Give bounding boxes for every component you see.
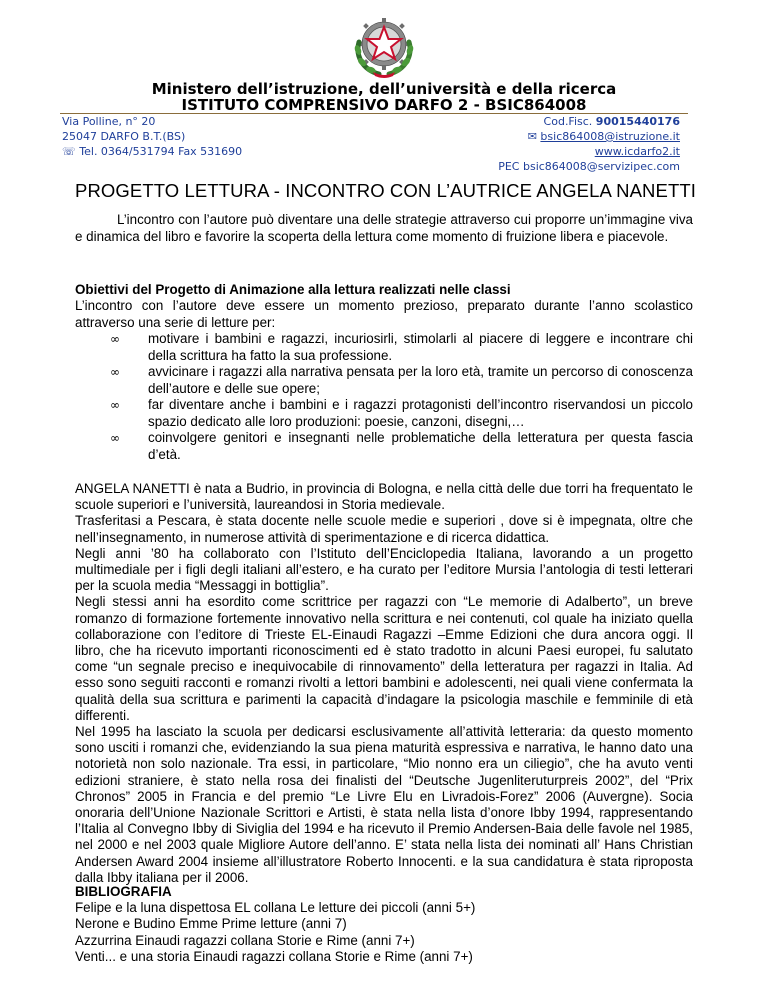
bullet-icon: ∞ (110, 332, 120, 346)
objectives-heading: Obiettivi del Progetto di Animazione alla lettura realizzati nelle classi (75, 282, 511, 297)
page-title: PROGETTO LETTURA - INCONTRO CON L’AUTRICE ANGELA NANETTI (75, 180, 696, 201)
italian-republic-emblem-icon (349, 12, 419, 78)
bullet-icon: ∞ (110, 365, 120, 379)
phone-icon: ☏ (62, 145, 76, 158)
list-item: Felipe e la luna dispettosa EL collana Le letture dei piccoli (anni 5+) (75, 900, 476, 916)
school-address-block (62, 114, 242, 159)
list-item: ∞ motivare i bambini e ragazzi, incuriosirli, stimolarli al piacere di leggere e incontrare chi della scrittura ha fatto la sua professione. (110, 331, 693, 363)
fiscal-code-line (498, 114, 680, 129)
school-name: ISTITUTO COMPRENSIVO DARFO 2 - BSIC864008 (181, 96, 587, 114)
pec-address: PEC bsic864008@servizipec.com (498, 160, 680, 173)
address-line-2: 25047 DARFO B.T.(BS) (62, 130, 186, 143)
bio-paragraph: ANGELA NANETTI è nata a Budrio, in provincia di Bologna, e nella città delle due torri ha frequentato le scuole superiori e l’università, laureandosi in Storia medievale. (75, 481, 693, 513)
fiscal-code-label: Cod.Fisc. (543, 115, 596, 128)
bibliography-heading: BIBLIOGRAFIA (75, 884, 172, 899)
ministry-name: Ministero dell’istruzione, dell’università e della ricerca (151, 80, 617, 98)
email-link[interactable]: bsic864008@istruzione.it (540, 130, 680, 143)
objectives-list (110, 331, 693, 463)
bio-paragraph: Nel 1995 ha lasciato la scuola per dedicarsi esclusivamente all’attività letteraria: da questo momento sono usciti i romanzi che, evidenziando la sua piena maturità espressiva e narrativa, le hanno dato una notorietà non solo nazionale. Tra essi, in particolare, “Mio nonno era un ciliegio”, che ha avuto venti edizioni straniere, è stato nella rosa dei finalisti del “Deutsche Jugenliteruturpreis 2002”, del “Prix Chronos” 2005 in Francia e del premio “Le Livre Elu en Livradois-Forez” 2006 (Auvergne). Socia onoraria dell’Unione Nazionale Scrittori e Artisti, è stata nella lista d’onore Ibby 1994, rappresentando l’Italia al Convegno Ibby di Siviglia del 1994 e ha ricevuto il Premio Andersen-Baia delle favole nel 1985, nel 2000 e nel 2003 quale Migliore Autore dell’anno. E’ stata nella lista dei nominati all’ Hans Christian Andersen Award 2004 insieme all’illustratore Roberto Innocenti. e la sua candidatura è stata riproposta dalla Ibby italiana per il 2006. (75, 724, 693, 885)
bibliography-section (75, 884, 693, 965)
bullet-icon: ∞ (110, 431, 120, 445)
bio-paragraph: Negli anni ’80 ha collaborato con l’Istituto dell’Enciclopedia Italiana, lavorando a un progetto multimediale per i figli degli italiani all’estero, e ha curato per l’editore Mursia l’antologia di testi letterari per la scuola media “Messaggi in bottiglia”. (75, 545, 693, 594)
website-link[interactable]: www.icdarfo2.it (594, 145, 680, 158)
phone-fax-numbers: Tel. 0364/531794 Fax 531690 (79, 145, 243, 158)
author-biography (75, 481, 693, 886)
list-item: ∞ coinvolgere genitori e insegnanti nelle problematiche della letteratura per questa fascia d’età. (110, 430, 693, 462)
address-line-1: Via Polline, n° 20 (62, 115, 156, 128)
intro-paragraph: L’incontro con l’autore può diventare una delle strategie attraverso cui proporre un’immagine viva e dinamica del libro e favorire la scoperta della lettura come momento di fruizione libera e piacevole. (75, 212, 693, 244)
fiscal-code-value: 90015440176 (595, 115, 680, 128)
objectives-lead: L’incontro con l’autore deve essere un momento prezioso, preparato durante l’anno scolastico attraverso una serie di letture per: (75, 298, 693, 330)
list-item: Venti... e una storia Einaudi ragazzi collana Storie e Rime (anni 7+) (75, 948, 473, 964)
phone-line (62, 144, 242, 159)
list-item: Nerone e Budino Emme Prime letture (anni 7) (75, 916, 347, 932)
mail-icon: ✉ (527, 130, 537, 143)
email-line (498, 129, 680, 144)
list-item: Azzurrina Einaudi ragazzi collana Storie e Rime (anni 7+) (75, 932, 415, 948)
list-item: ∞ avvicinare i ragazzi alla narrativa pensata per la loro età, tramite un percorso di conoscenza dell’autore e delle sue opere; (110, 364, 693, 396)
bio-paragraph: Trasferitasi a Pescara, è stata docente nelle scuole medie e superiori , dove si è impegnata, oltre che nell’insegnamento, in numerose attività di sperimentazione e di ricerca didattica. (75, 513, 693, 545)
list-item: ∞ far diventare anche i bambini e i ragazzi protagonisti dell’incontro riservandosi un piccolo spazio dedicato alle loro produzioni: poesie, canzoni, disegni,… (110, 397, 693, 429)
bio-paragraph: Negli stessi anni ha esordito come scrittrice per ragazzi con “Le memorie di Adalberto”, un breve romanzo di formazione fortemente innovativo nella scrittura e nei contenuti, col quale ha iniziato quella collaborazione con l’editore di Trieste EL-Einaudi Ragazzi –Emme Edizioni che dura ancora oggi. Il libro, che ha ricevuto importanti riconoscimenti ed è stato tradotto in alcuni Paesi europei, fu salutato come “un segnale preciso e inequivocabile di rinnovamento” della letteratura per ragazzi in Italia. Ad esso sono seguiti racconti e romanzi rivolti a lettori bambini e adolescenti, nei quali viene confermata la qualità della sua scrittura e parimenti la capacità d’indagare la psicologia maschile e femminile di età differenti. (75, 594, 693, 723)
bullet-icon: ∞ (110, 398, 120, 412)
school-contacts-block (498, 114, 680, 174)
